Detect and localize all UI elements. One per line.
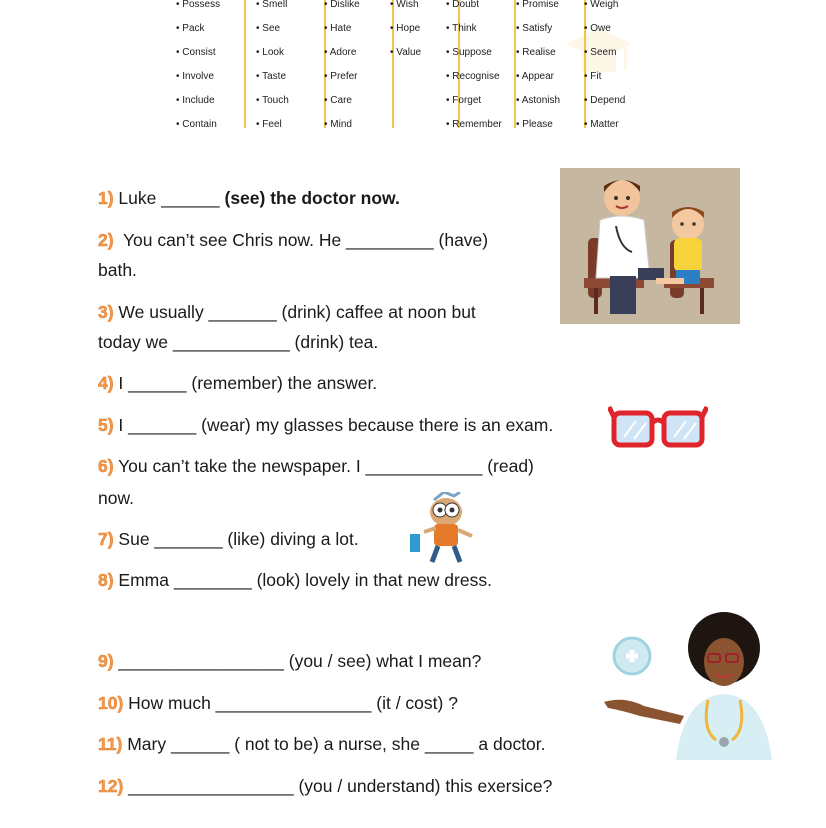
exercise-line — [98, 188, 400, 209]
verb-column — [390, 0, 452, 128]
verb-item: • Hope — [390, 23, 420, 34]
verb-item: • Pack — [176, 23, 205, 34]
exercise-line — [98, 734, 546, 755]
verb-item: • Look — [256, 47, 284, 58]
exercise-number: 10) — [98, 693, 124, 713]
female-doctor-illustration — [604, 610, 772, 760]
verb-item: • Possess — [176, 0, 220, 10]
verb-column — [446, 0, 508, 128]
verb-item: • Think — [446, 23, 477, 34]
verb-item: • Please — [516, 119, 553, 128]
verb-column — [584, 0, 636, 128]
exercise-text: _________________ (you / understand) this exersice? — [123, 776, 553, 796]
exercise-line — [98, 260, 137, 281]
verb-item: • Recognise — [446, 71, 500, 82]
exercise-line — [98, 651, 481, 672]
verb-item: • Owe — [584, 23, 611, 34]
exercise-text: You can’t see Chris now. He _________ (have) — [113, 230, 489, 250]
exercise-number: 1) — [98, 188, 114, 208]
exercise-number: 6) — [98, 456, 114, 476]
exercise-text: _________________ (you / see) what I mean? — [113, 651, 482, 671]
verb-item: • Include — [176, 95, 215, 106]
exercise-number: 9) — [98, 651, 114, 671]
exercise-text: bath. — [98, 260, 137, 280]
verb-item: • Feel — [256, 119, 282, 128]
verb-item: • Consist — [176, 47, 216, 58]
verb-item: • Remember — [446, 119, 502, 128]
verb-item: • Forget — [446, 95, 481, 106]
verb-item: • Doubt — [446, 0, 479, 10]
exercise-text: We usually _______ (drink) caffee at noon but — [113, 302, 476, 322]
red-glasses-icon — [608, 403, 708, 453]
exercise-line — [98, 570, 492, 591]
verb-item: • Satisfy — [516, 23, 552, 34]
verb-item: • Touch — [256, 95, 289, 106]
doctor-examining-boy-illustration — [560, 168, 740, 324]
exercise-number: 3) — [98, 302, 114, 322]
exercise-number: 4) — [98, 373, 114, 393]
verb-column — [516, 0, 578, 128]
exercise-number: 11) — [98, 734, 123, 754]
verb-item: • Astonish — [516, 95, 560, 106]
exercise-text: today we ____________ (drink) tea. — [98, 332, 379, 352]
exercise-line — [98, 456, 534, 477]
verb-item: • Value — [390, 47, 421, 58]
verb-item: • Seem — [584, 47, 616, 58]
exercise-line — [98, 332, 378, 353]
exercise-text: How much ________________ (it / cost) ? — [123, 693, 458, 713]
verb-item: • Prefer — [324, 71, 358, 82]
verb-item: • Depend — [584, 95, 625, 106]
verb-item: • Promise — [516, 0, 559, 10]
exercise-text: Sue _______ (like) diving a lot. — [113, 529, 359, 549]
verb-item: • Involve — [176, 71, 214, 82]
verb-item: • Hate — [324, 23, 351, 34]
exercise-line — [98, 373, 377, 394]
verb-item: • Realise — [516, 47, 556, 58]
column-divider — [244, 0, 246, 128]
exercise-text: now. — [98, 488, 134, 508]
exercise-text: I ______ (remember) the answer. — [113, 373, 378, 393]
exercise-line — [98, 230, 488, 251]
verb-item: • See — [256, 23, 280, 34]
verb-item: • Taste — [256, 71, 286, 82]
exercise-text: You can’t take the newspaper. I ____________ (read) — [113, 456, 534, 476]
verb-item: • Adore — [324, 47, 356, 58]
verb-item: • Smell — [256, 0, 287, 10]
exercise-text: I _______ (wear) my glasses because there is an exam. — [113, 415, 554, 435]
exercise-bold-text: (see) the doctor now. — [224, 188, 400, 208]
verb-item: • Matter — [584, 119, 619, 128]
verb-column — [324, 0, 386, 128]
verb-item: • Dislike — [324, 0, 360, 10]
verb-item: • Contain — [176, 119, 217, 128]
exercise-number: 12) — [98, 776, 124, 796]
exercise-line — [98, 529, 359, 550]
exercise-text: Emma ________ (look) lovely in that new dress. — [113, 570, 492, 590]
verb-item: • Appear — [516, 71, 554, 82]
verb-item: • Wish — [390, 0, 419, 10]
verb-item: • Suppose — [446, 47, 492, 58]
verb-item: • Care — [324, 95, 352, 106]
exercise-line — [98, 302, 476, 323]
exercise-number: 2) — [98, 230, 114, 250]
exercise-text: Luke ______ — [113, 188, 225, 208]
verb-item: • Mind — [324, 119, 352, 128]
exercise-line — [98, 776, 552, 797]
exercise-line — [98, 488, 134, 509]
diver-cartoon-illustration — [404, 492, 484, 566]
verb-column — [256, 0, 318, 128]
exercise-number: 5) — [98, 415, 114, 435]
exercise-line — [98, 693, 458, 714]
exercise-number: 8) — [98, 570, 114, 590]
stative-verb-table — [176, 0, 636, 128]
verb-column — [176, 0, 238, 128]
exercise-line — [98, 415, 553, 436]
verb-item: • Weigh — [584, 0, 618, 10]
verb-item: • Fit — [584, 71, 601, 82]
exercise-number: 7) — [98, 529, 114, 549]
exercise-text: Mary ______ ( not to be) a nurse, she _____ a doctor. — [122, 734, 546, 754]
